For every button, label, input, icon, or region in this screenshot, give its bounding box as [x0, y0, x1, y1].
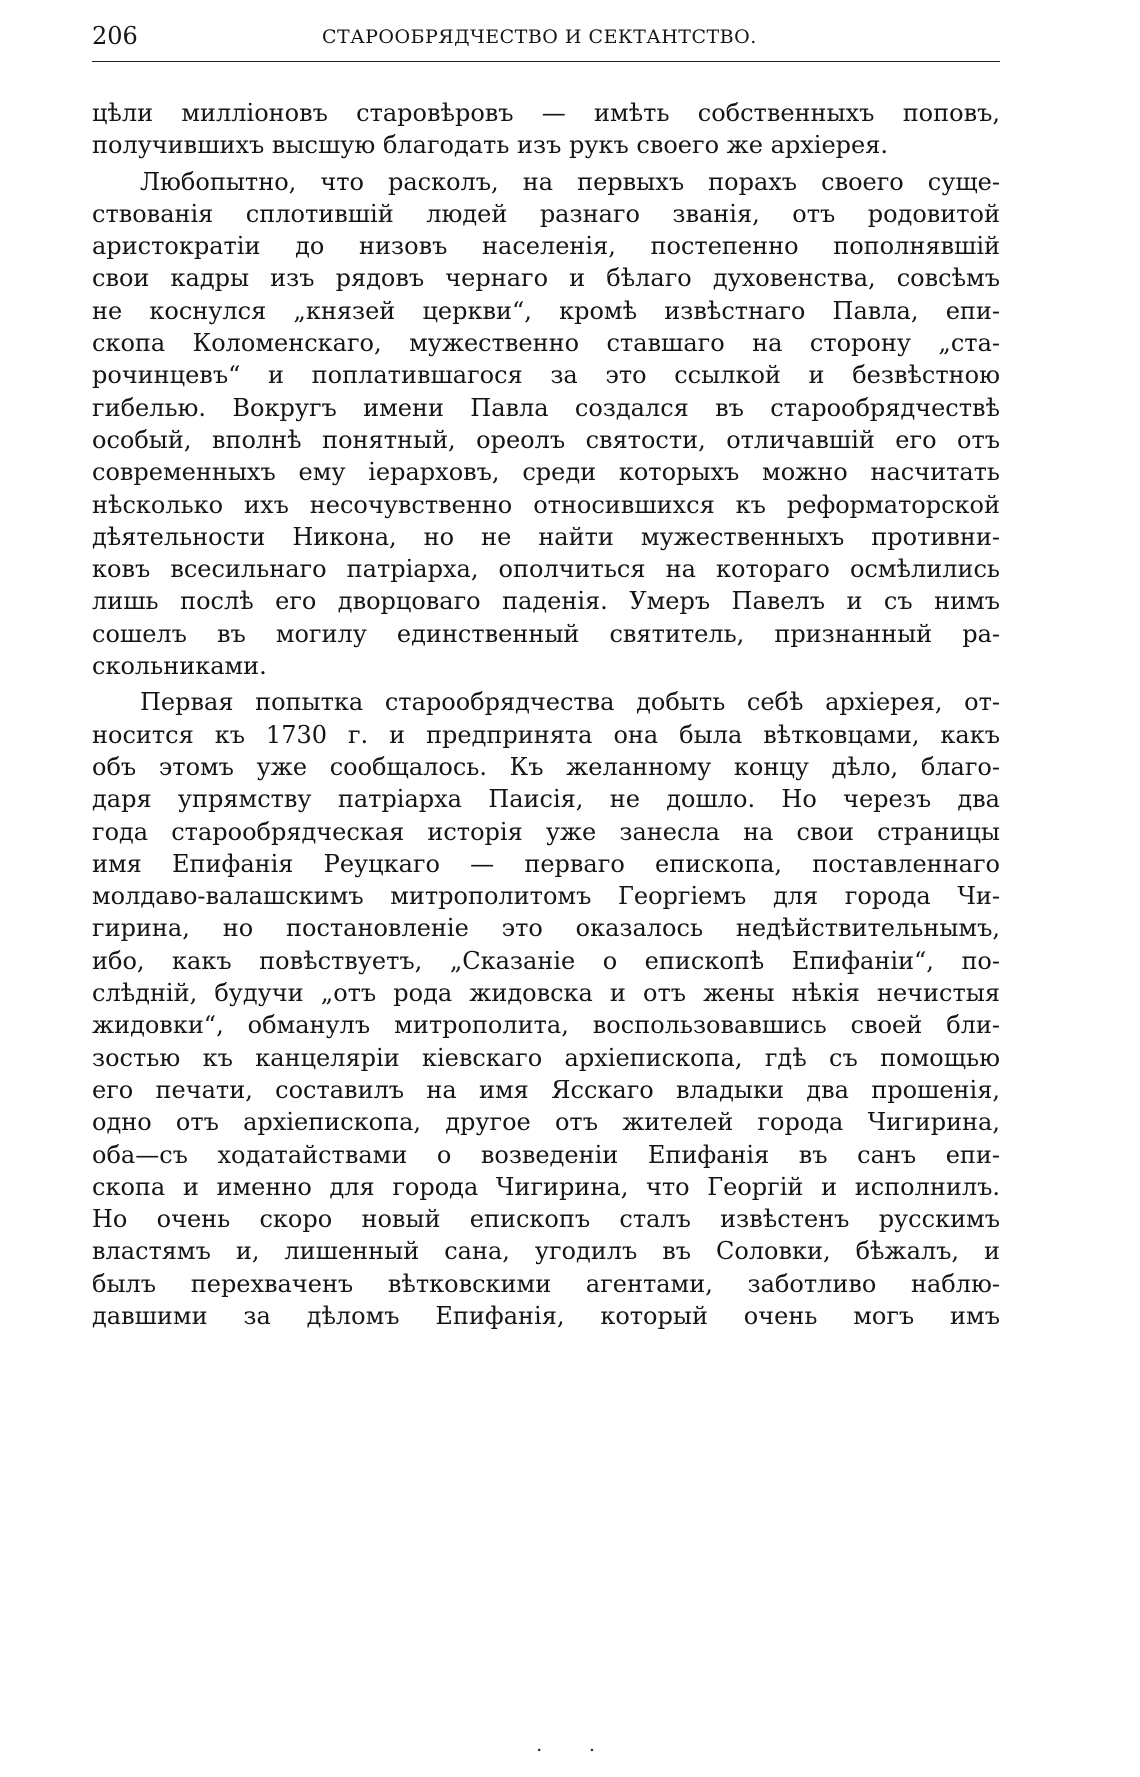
text-line: скопа Коломенскаго, мужественно ставшаго на сторону „ста- — [92, 329, 1000, 358]
text-line: даря упрямству патріарха Паисія, не дошло. Но черезъ два — [92, 785, 1000, 814]
text-line: гирина, но постановленіе это оказалось недѣйствительнымъ, — [92, 914, 1000, 943]
page-number: 206 — [92, 22, 138, 50]
text-line: носится къ 1730 г. и предпринята она была вѣтковцами, какъ — [92, 720, 1000, 749]
paragraph-1 — [92, 97, 1000, 162]
text-line: Но очень скоро новый епископъ сталъ извѣстенъ русскимъ — [92, 1205, 1000, 1234]
text-line: цѣли милліоновъ старовѣровъ — имѣть собственныхъ поповъ, — [92, 99, 1000, 127]
text-line: объ этомъ уже сообщалось. Къ желанному концу дѣло, благо- — [92, 752, 1000, 781]
text-line: сошелъ въ могилу единственный святитель, признанный ра- — [92, 619, 1000, 648]
paragraph-2 — [92, 166, 1000, 683]
text-line: получившихъ высшую благодать изъ рукъ своего же архіерея. — [92, 131, 888, 160]
text-line: зостью къ канцеляріи кіевскаго архіепископа, гдѣ съ помощью — [92, 1043, 1000, 1072]
text-line: ствованія сплотившій людей разнаго званія, отъ родовитой — [92, 199, 1000, 228]
text-line: дѣятельности Никона, но не найти мужественныхъ противни- — [92, 522, 1000, 551]
text-line: слѣдній, будучи „отъ рода жидовска и отъ жены нѣкія нечистыя — [92, 979, 1000, 1008]
paragraph-3 — [92, 686, 1000, 1332]
text-line: одно отъ архіепископа, другое отъ жителей города Чигирина, — [92, 1108, 1000, 1137]
text-line: аристократіи до низовъ населенія, постепенно пополнявшій — [92, 232, 1000, 261]
text-line: скопа и именно для города Чигирина, что Георгій и исполнилъ. — [92, 1172, 1000, 1201]
text-line: скольниками. — [92, 652, 267, 681]
text-line: давшими за дѣломъ Епифанія, который очень могъ имъ — [92, 1301, 1000, 1330]
text-line: свои кадры изъ рядовъ чернаго и бѣлаго духовенства, совсѣмъ — [92, 264, 1000, 293]
print-specks: . . — [536, 1732, 616, 1756]
running-title: СТАРООБРЯДЧЕСТВО И СЕКТАНТСТВО. — [322, 26, 757, 48]
text-line: ковъ всесильнаго патріарха, ополчиться на котораго осмѣлились — [92, 555, 1000, 584]
text-line: рочинцевъ“ и поплатившагося за это ссылкой и безвѣстною — [92, 361, 1000, 390]
text-line: былъ перехваченъ вѣтковскими агентами, заботливо наблю- — [92, 1269, 1000, 1298]
text-line: не коснулся „князей церкви“, кромѣ извѣстнаго Павла, епи- — [92, 296, 1000, 325]
text-line: Любопытно, что расколъ, на первыхъ порахъ своего суще- — [140, 167, 1000, 196]
text-line: современныхъ ему іерарховъ, среди которыхъ можно насчитать — [92, 458, 1000, 487]
text-line: молдаво-валашскимъ митрополитомъ Георгіемъ для города Чи- — [92, 882, 1000, 911]
header-rule — [92, 61, 1000, 62]
text-line: Первая попытка старообрядчества добыть себѣ архіерея, от- — [140, 688, 1000, 717]
text-line: жидовки“, обманулъ митрополита, воспользовавшись своей бли- — [92, 1011, 1000, 1040]
text-line: лишь послѣ его дворцоваго паденія. Умеръ Павелъ и съ нимъ — [92, 587, 1000, 616]
text-line: гибелью. Вокругъ имени Павла создался въ старообрядчествѣ — [92, 393, 1000, 422]
body-text — [92, 97, 1000, 1332]
text-line: имя Епифанія Реуцкаго — перваго епископа, поставленнаго — [92, 849, 1000, 878]
text-line: года старообрядческая исторія уже занесла на свои страницы — [92, 817, 1000, 846]
text-line: его печати, составилъ на имя Ясскаго владыки два прошенія, — [92, 1075, 1000, 1104]
page-header — [92, 18, 1000, 58]
text-line: особый, вполнѣ понятный, ореолъ святости, отличавшій его отъ — [92, 425, 1000, 454]
text-line: нѣсколько ихъ несочувственно относившихся къ реформаторской — [92, 490, 1000, 519]
text-line: ибо, какъ повѣствуетъ, „Сказаніе о епископѣ Епифаніи“, по- — [92, 946, 1000, 975]
text-line: оба—съ ходатайствами о возведеніи Епифанія въ санъ епи- — [92, 1140, 1000, 1169]
text-line: властямъ и, лишенный сана, угодилъ въ Соловки, бѣжалъ, и — [92, 1237, 1000, 1266]
